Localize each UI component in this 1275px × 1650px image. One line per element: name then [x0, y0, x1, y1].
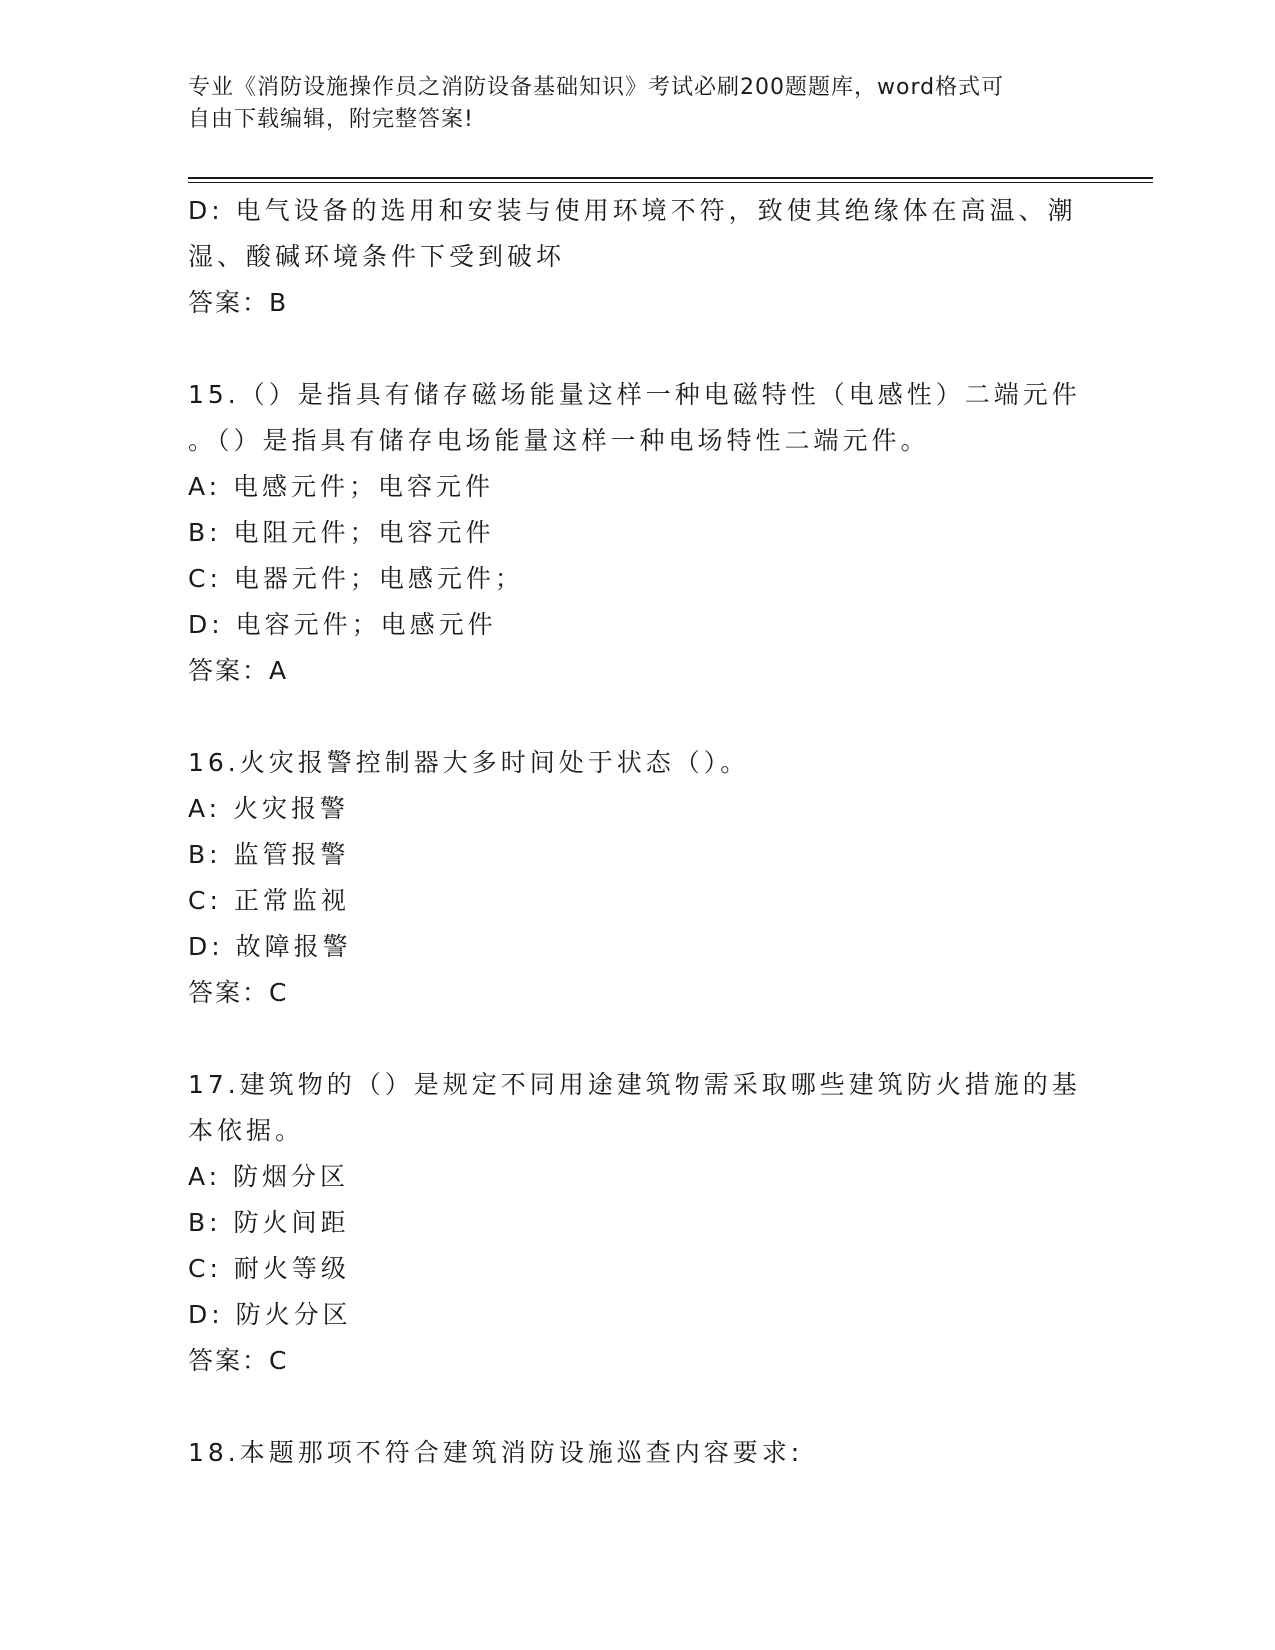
option-b: B: 防火间距 — [188, 1208, 350, 1237]
question-17 — [188, 1062, 1088, 1384]
option-a: A: 防烟分区 — [188, 1162, 350, 1191]
question-stem-continued: 。（）是指具有储存电场能量这样一种电场特性二端元件。 — [188, 426, 930, 455]
option-c: C: 电器元件；电感元件； — [188, 564, 524, 593]
option-d-continued: 湿、酸碱环境条件下受到破坏 — [188, 242, 566, 271]
question-stem-continued: 本依据。 — [188, 1116, 305, 1145]
header-title-line1: 专业《消防设施操作员之消防设备基础知识》考试必刷200题题库，word格式可 — [188, 75, 1005, 100]
header-divider-thin — [188, 182, 1153, 183]
question-18 — [188, 1430, 1088, 1476]
option-c: C: 正常监视 — [188, 886, 350, 915]
answer: 答案：C — [188, 1346, 289, 1375]
option-b: B: 电阻元件；电容元件 — [188, 518, 495, 547]
question-14-tail — [188, 188, 1088, 326]
answer: 答案：C — [188, 978, 289, 1007]
document-header — [188, 72, 1068, 136]
question-stem: 18.本题那项不符合建筑消防设施巡查内容要求: — [188, 1438, 804, 1467]
question-15 — [188, 372, 1088, 694]
option-d: D: 故障报警 — [188, 932, 352, 961]
option-a: A: 火灾报警 — [188, 794, 350, 823]
question-stem: 17.建筑物的（）是规定不同用途建筑物需采取哪些建筑防火措施的基 — [188, 1070, 1081, 1099]
option-d: D: 电容元件；电感元件 — [188, 610, 497, 639]
question-stem: 15.（）是指具有储存磁场能量这样一种电磁特性（电感性）二端元件 — [188, 380, 1081, 409]
option-d: D: 防火分区 — [188, 1300, 352, 1329]
option-c: C: 耐火等级 — [188, 1254, 350, 1283]
question-list — [188, 188, 1088, 1476]
option-a: A: 电感元件；电容元件 — [188, 472, 495, 501]
option-d: D: 电气设备的选用和安装与使用环境不符，致使其绝缘体在高温、潮 — [188, 196, 1077, 225]
answer: 答案：B — [188, 288, 289, 317]
question-stem: 16.火灾报警控制器大多时间处于状态（）。 — [188, 748, 750, 777]
answer: 答案：A — [188, 656, 289, 685]
header-title-line2: 自由下载编辑，附完整答案! — [188, 107, 474, 132]
option-b: B: 监管报警 — [188, 840, 350, 869]
question-16 — [188, 740, 1088, 1016]
header-divider-thick — [188, 177, 1153, 179]
